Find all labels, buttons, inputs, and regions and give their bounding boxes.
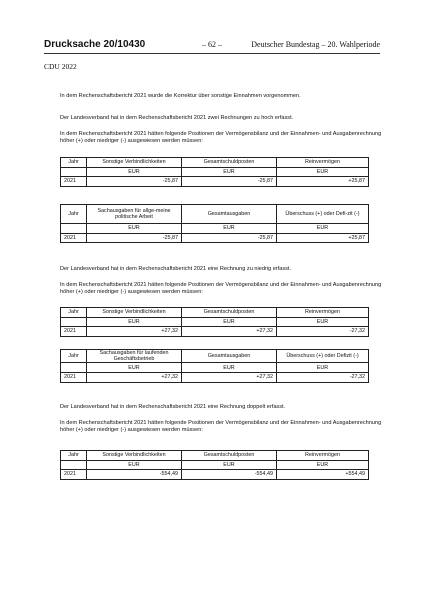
col-header: Jahr — [61, 308, 87, 318]
value-cell: +27,32 — [87, 327, 182, 337]
table-unit-row — [61, 224, 369, 234]
paragraph-one-invoice-low: Der Landesverband hat in dem Rechenschaftsbericht 2021 eine Rechnung zu niedrig erfasst. — [60, 266, 292, 272]
section-title: CDU 2022 — [44, 62, 77, 71]
value-cell: -554,49 — [87, 470, 182, 480]
document-number: Drucksache 20/10430 — [44, 39, 146, 50]
unit-cell: EUR — [87, 317, 182, 327]
year-cell: 2021 — [61, 373, 87, 383]
value-cell: -25,87 — [87, 177, 182, 187]
paragraph-positions-2: In dem Rechenschaftsbericht 2021 hätten folgende Positionen der Vermögensbilanz und der Einnahmen- und Ausgabenrechnung höher (+) oder niedriger (-) ausgewiesen werden müssen: — [60, 282, 382, 296]
unit-cell: EUR — [182, 224, 277, 234]
col-header: Sachausgaben für laufenden Geschäftsbetrieb — [87, 350, 182, 363]
unit-cell: EUR — [277, 224, 369, 234]
page-number: – 62 – — [202, 40, 222, 49]
col-header: Gesamtschuldposten — [182, 308, 277, 318]
table-income-1 — [60, 204, 369, 243]
year-cell: 2021 — [61, 470, 87, 480]
table-header-row — [61, 350, 369, 363]
unit-cell — [61, 363, 87, 373]
unit-cell: EUR — [87, 363, 182, 373]
table-balance-1 — [60, 157, 369, 187]
col-header: Reinvermögen — [277, 158, 369, 168]
year-cell: 2021 — [61, 327, 87, 337]
unit-cell: EUR — [277, 363, 369, 373]
table-row — [61, 177, 369, 187]
table-header-row — [61, 158, 369, 168]
unit-cell: EUR — [182, 317, 277, 327]
col-header: Jahr — [61, 205, 87, 224]
value-cell: +27,32 — [182, 373, 277, 383]
table-row — [61, 470, 369, 480]
value-cell: -25,87 — [87, 233, 182, 243]
table-row — [61, 327, 369, 337]
table-header-row — [61, 451, 369, 461]
unit-cell — [61, 167, 87, 177]
table-unit-row — [61, 460, 369, 470]
table-header-row — [61, 205, 369, 224]
col-header: Sonstige Verbindlichkeiten — [87, 158, 182, 168]
col-header: Reinvermögen — [277, 451, 369, 461]
col-header: Sachausgaben für allge-meine politische Arbeit — [87, 205, 182, 224]
unit-cell — [61, 460, 87, 470]
col-header: Gesamtschuldposten — [182, 451, 277, 461]
value-cell: +554,49 — [277, 470, 369, 480]
col-header: Überschuss (+) oder Defizit (-) — [277, 350, 369, 363]
year-cell: 2021 — [61, 233, 87, 243]
value-cell: -25,87 — [182, 233, 277, 243]
unit-cell — [61, 224, 87, 234]
table-balance-3 — [60, 450, 369, 480]
table-header-row — [61, 308, 369, 318]
col-header: Jahr — [61, 158, 87, 168]
table-unit-row — [61, 363, 369, 373]
paragraph-correction: In dem Rechenschaftsbericht 2021 wurde die Korrektur über sonstige Einnahmen vorgenommen. — [60, 93, 301, 99]
unit-cell: EUR — [87, 460, 182, 470]
table-balance-2 — [60, 307, 369, 337]
col-header: Reinvermögen — [277, 308, 369, 318]
col-header: Sonstige Verbindlichkeiten — [87, 308, 182, 318]
year-cell: 2021 — [61, 177, 87, 187]
value-cell: +25,87 — [277, 233, 369, 243]
col-header: Gesamtausgaben — [182, 350, 277, 363]
unit-cell — [61, 317, 87, 327]
value-cell: +27,32 — [182, 327, 277, 337]
unit-cell: EUR — [277, 317, 369, 327]
unit-cell: EUR — [182, 460, 277, 470]
unit-cell: EUR — [87, 167, 182, 177]
table-row — [61, 233, 369, 243]
table-income-2 — [60, 349, 369, 383]
value-cell: -27,32 — [277, 373, 369, 383]
value-cell: +27,32 — [87, 373, 182, 383]
unit-cell: EUR — [277, 460, 369, 470]
col-header: Überschuss (+) oder Defi-zit (-) — [277, 205, 369, 224]
paragraph-two-invoices: Der Landesverband hat in dem Rechenschaftsbericht 2021 zwei Rechnungen zu hoch erfasst. — [60, 115, 294, 121]
value-cell: +25,87 — [277, 177, 369, 187]
page-header — [44, 39, 380, 53]
value-cell: -27,32 — [277, 327, 369, 337]
unit-cell: EUR — [277, 167, 369, 177]
unit-cell: EUR — [87, 224, 182, 234]
col-header: Jahr — [61, 350, 87, 363]
value-cell: -25,87 — [182, 177, 277, 187]
table-row — [61, 373, 369, 383]
paragraph-positions-1: In dem Rechenschaftsbericht 2021 hätten folgende Positionen der Vermögensbilanz und der Einnahmen- und Ausgabenrechnung höher (+) oder niedriger (-) ausgewiesen werden müssen: — [60, 131, 382, 145]
col-header: Sonstige Verbindlichkeiten — [87, 451, 182, 461]
unit-cell: EUR — [182, 363, 277, 373]
table-unit-row — [61, 167, 369, 177]
value-cell: -554,49 — [182, 470, 277, 480]
table-unit-row — [61, 317, 369, 327]
paragraph-one-invoice-double: Der Landesverband hat in dem Rechenschaftsbericht 2021 eine Rechnung doppelt erfasst. — [60, 404, 286, 410]
col-header: Gesamtausgaben — [182, 205, 277, 224]
col-header: Gesamtschuldposten — [182, 158, 277, 168]
header-rule — [44, 53, 380, 54]
unit-cell: EUR — [182, 167, 277, 177]
publisher: Deutscher Bundestag – 20. Wahlperiode — [251, 40, 380, 49]
col-header: Jahr — [61, 451, 87, 461]
paragraph-positions-3: In dem Rechenschaftsbericht 2021 hätten folgende Positionen der Vermögensbilanz und der Einnahmen- und Ausgabenrechnung höher (+) oder niedriger (-) ausgewiesen werden müssen: — [60, 420, 382, 434]
